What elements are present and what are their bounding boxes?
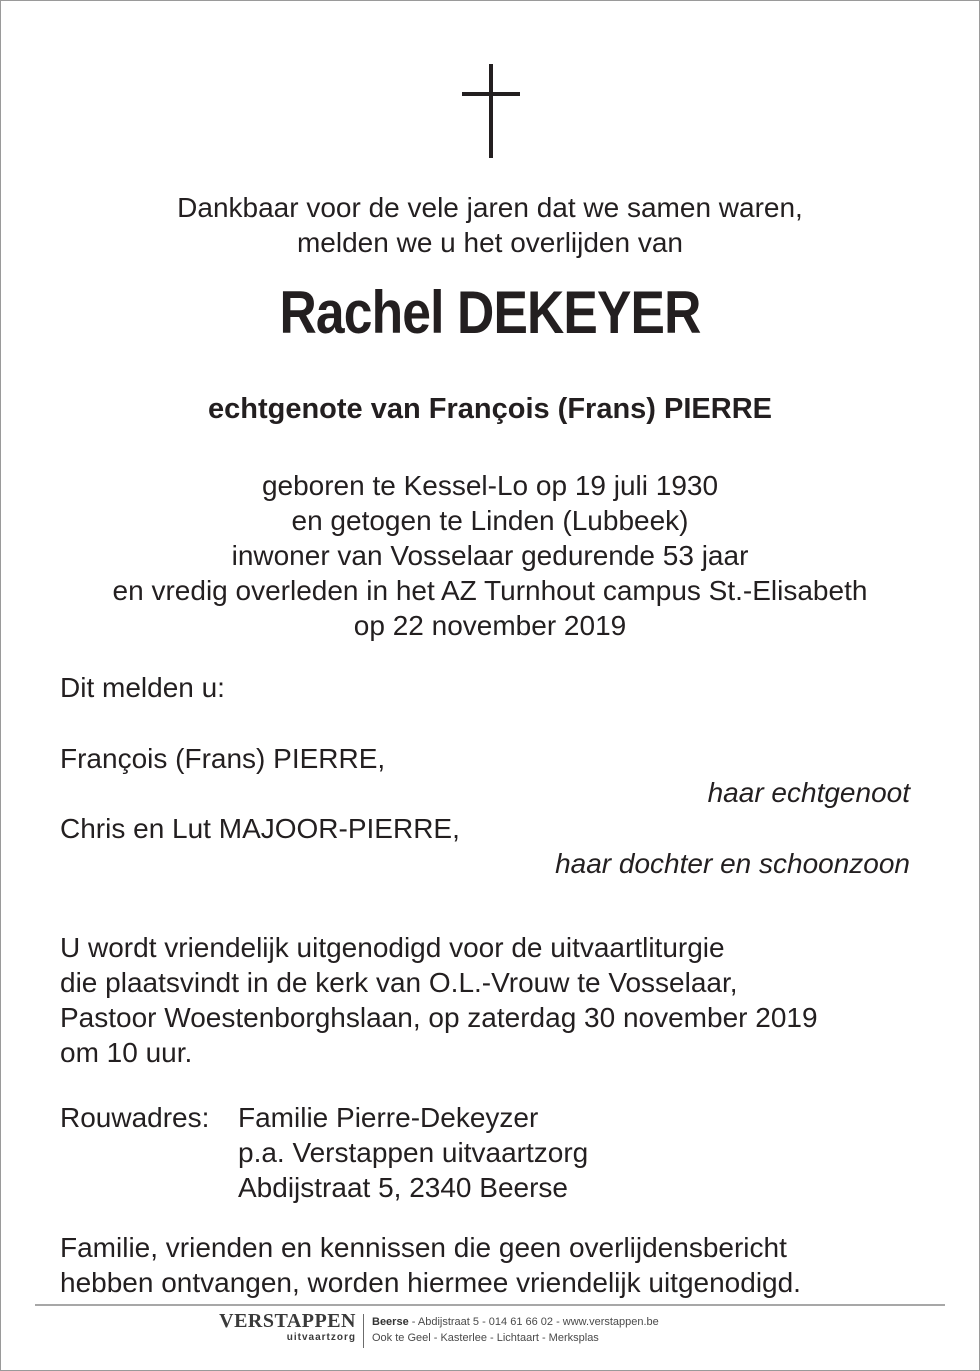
deceased-name: Rachel DEKEYER bbox=[279, 279, 701, 346]
address-line: Abdijstraat 5, 2340 Beerse bbox=[238, 1172, 568, 1203]
funeral-home-logo bbox=[214, 1310, 356, 1344]
relative-name: François (Frans) PIERRE, bbox=[60, 743, 386, 774]
mourning-address bbox=[60, 1100, 588, 1205]
address-line: Familie Pierre-Dekeyzer bbox=[238, 1102, 539, 1133]
footer-location: Beerse bbox=[372, 1316, 409, 1328]
announce-text: Dit melden u: bbox=[60, 672, 225, 703]
bio-line: en vredig overleden in het AZ Turnhout campus St.-Elisabeth bbox=[112, 575, 868, 606]
bio-line: en getogen te Linden (Lubbeek) bbox=[291, 505, 689, 536]
biography bbox=[0, 468, 980, 643]
logo-subtitle: uitvaartzorg bbox=[286, 1332, 356, 1343]
footer-separator bbox=[363, 1314, 364, 1348]
closing-text bbox=[60, 1230, 940, 1300]
footer-contact-details: - Abdijstraat 5 - 014 61 66 02 - www.verstappen.be bbox=[408, 1316, 659, 1328]
address-label: Rouwadres: bbox=[60, 1102, 210, 1133]
invitation-text bbox=[60, 930, 930, 1070]
invitation-line: om 10 uur. bbox=[60, 1037, 193, 1068]
relative-relation: haar dochter en schoonzoon bbox=[555, 848, 910, 879]
spouse-line: echtgenote van François (Frans) PIERRE bbox=[207, 393, 772, 425]
closing-line: hebben ontvangen, worden hiermee vriendelijk uitgenodigd. bbox=[60, 1267, 801, 1298]
invitation-line: U wordt vriendelijk uitgenodigd voor de uitvaartliturgie bbox=[60, 932, 725, 963]
relative-relation: haar echtgenoot bbox=[707, 777, 910, 808]
invitation-line: Pastoor Woestenborghslaan, op zaterdag 30 november 2019 bbox=[60, 1002, 818, 1033]
bio-line: geboren te Kessel-Lo op 19 juli 1930 bbox=[261, 470, 719, 501]
closing-line: Familie, vrienden en kennissen die geen overlijdensbericht bbox=[60, 1232, 787, 1263]
footer-other-locations: Ook te Geel - Kasterlee - Lichtaart - Merksplas bbox=[372, 1332, 599, 1344]
footer-divider bbox=[35, 1304, 945, 1306]
logo-wordmark: VERSTAPPEN bbox=[219, 1310, 356, 1332]
bio-line: op 22 november 2019 bbox=[353, 610, 627, 641]
intro-text bbox=[0, 190, 980, 260]
relative-name: Chris en Lut MAJOOR-PIERRE, bbox=[60, 813, 460, 844]
bio-line: inwoner van Vosselaar gedurende 53 jaar bbox=[231, 540, 749, 571]
footer-contact bbox=[372, 1314, 659, 1346]
invitation-line: die plaatsvindt in de kerk van O.L.-Vrouw te Vosselaar, bbox=[60, 967, 738, 998]
intro-line: Dankbaar voor de vele jaren dat we samen waren, bbox=[177, 192, 803, 223]
intro-line: melden we u het overlijden van bbox=[296, 227, 683, 258]
cross-icon bbox=[462, 64, 520, 158]
address-line: p.a. Verstappen uitvaartzorg bbox=[238, 1137, 589, 1168]
